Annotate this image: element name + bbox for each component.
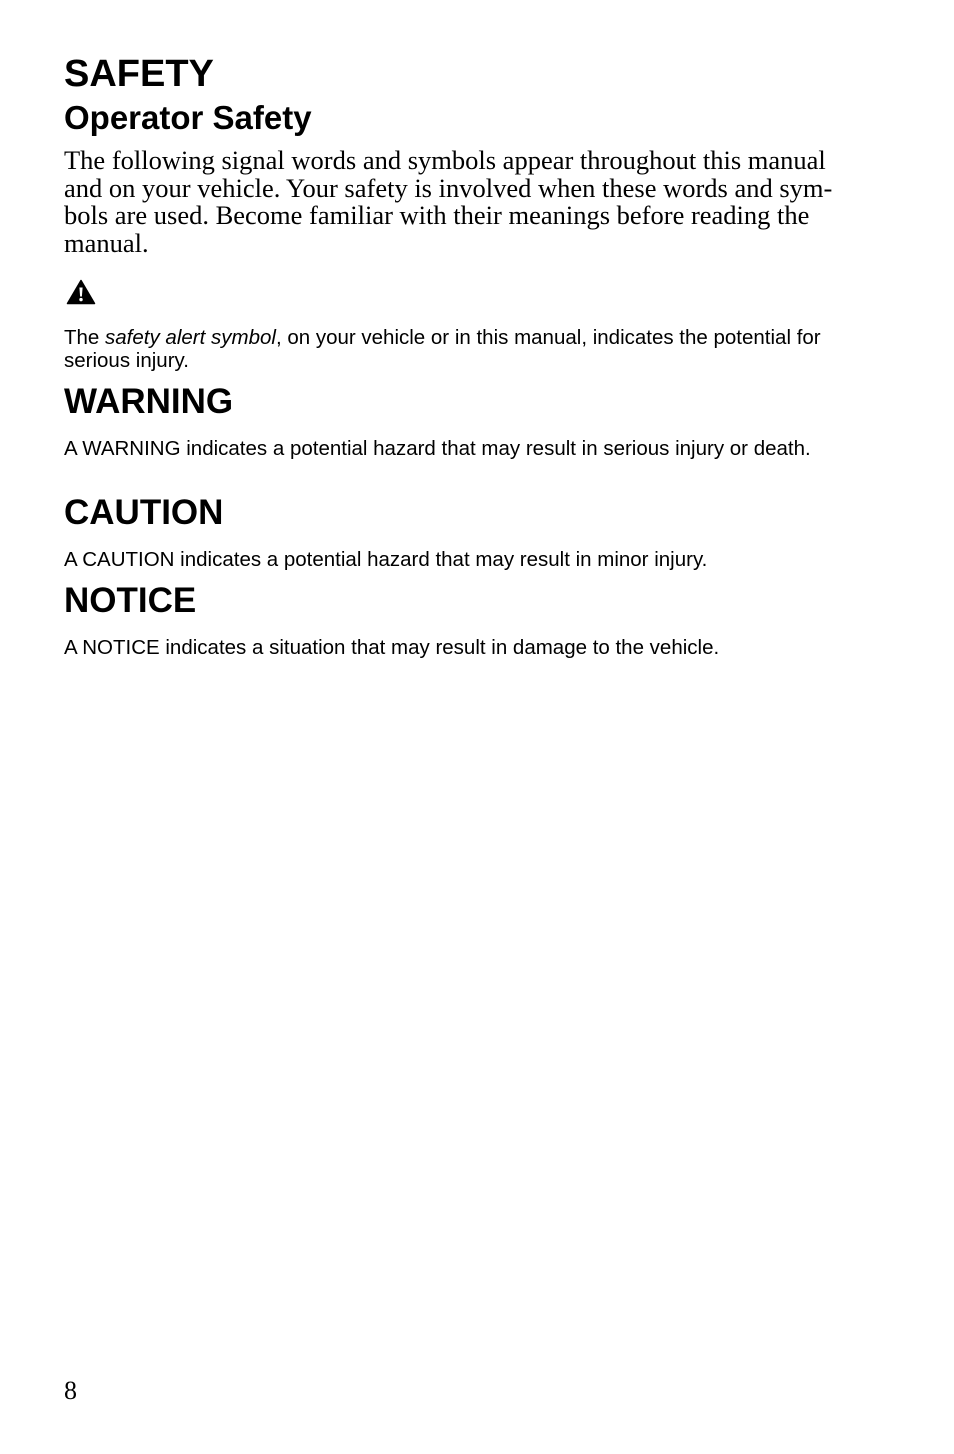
alert-text-after: , on your vehicle or in this manual, indicates the potential for serious injury.: [64, 326, 821, 372]
intro-paragraph: The following signal words and symbols appear throughout this manual and on your vehicle. Your safety is involved when these words and symbols are used. Become familiar with their meanings before reading the manual.: [64, 145, 833, 258]
section-title: SAFETY: [64, 53, 214, 95]
caution-description: A CAUTION indicates a potential hazard that may result in minor injury.: [64, 548, 708, 571]
warning-description: A WARNING indicates a potential hazard that may result in serious injury or death.: [64, 437, 811, 460]
caution-heading: CAUTION: [64, 493, 224, 532]
notice-description: A NOTICE indicates a situation that may result in damage to the vehicle.: [64, 636, 720, 659]
warning-heading: WARNING: [64, 382, 234, 421]
safety-alert-triangle-icon: [66, 279, 96, 305]
alert-text-before: The: [64, 326, 106, 349]
alert-symbol-description: [64, 326, 874, 372]
subsection-title: Operator Safety: [64, 99, 312, 136]
alert-term: safety alert symbol: [105, 326, 276, 349]
page-number: 8: [64, 1376, 77, 1405]
notice-heading: NOTICE: [64, 581, 197, 620]
